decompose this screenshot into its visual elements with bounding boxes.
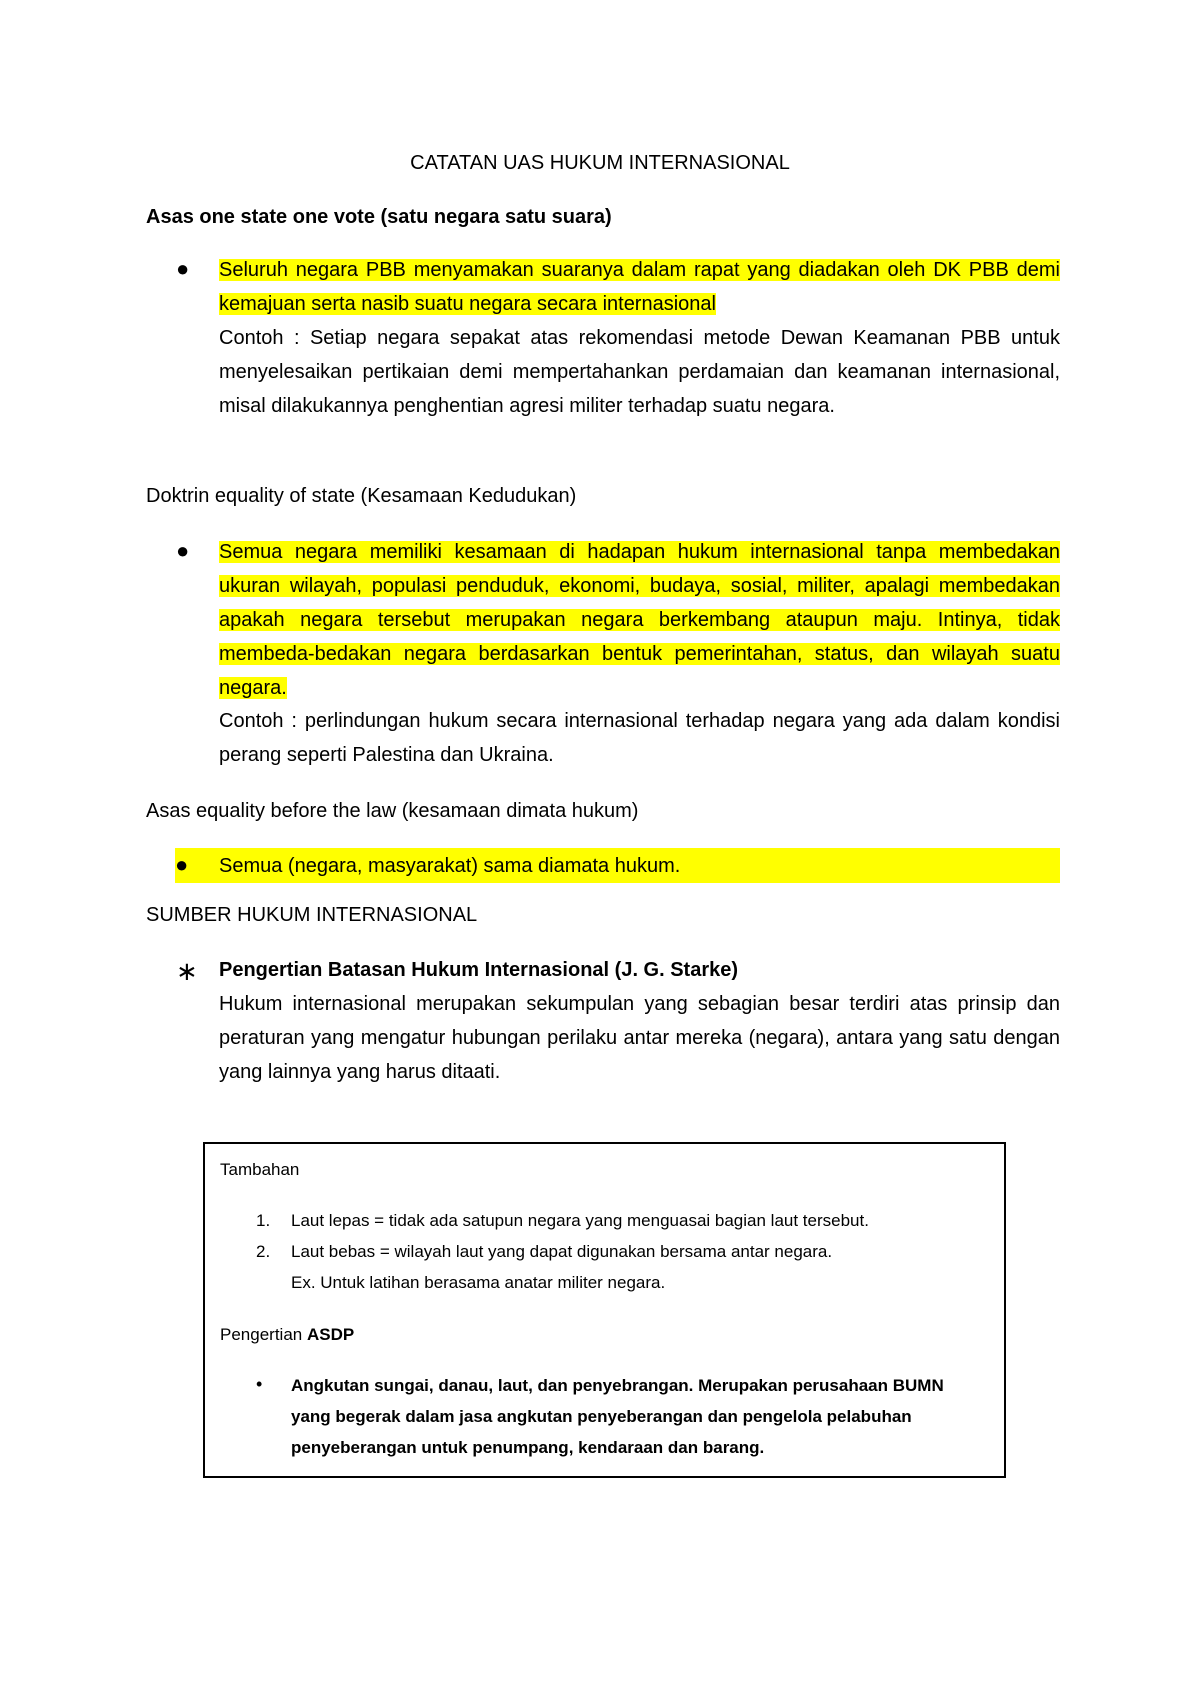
item-body-starke: Hukum internasional merupakan sekumpulan yang sebagian besar terdiri atas prinsip dan peraturan yang mengatur hubungan perilaku antar mereka (negara), antara yang satu dengan yang lainnya yang harus ditaati.: [219, 993, 1060, 1083]
list-item-laut-bebas: Laut bebas = wilayah laut yang dapat digunakan bersama antar negara.: [291, 1242, 833, 1261]
asdp-heading: [220, 1319, 354, 1350]
heading-equality-of-state: Doktrin equality of state (Kesamaan Kedudukan): [146, 485, 577, 507]
highlighted-text: Seluruh negara PBB menyamakan suaranya dalam rapat yang diadakan oleh DK PBB demi kemajuan serta nasib suatu negara secara internasional: [219, 259, 1060, 315]
heading-equality-before-law: Asas equality before the law (kesamaan dimata hukum): [146, 800, 639, 822]
additional-notes-box: [203, 1142, 1006, 1478]
list-item-laut-lepas: Laut lepas = tidak ada satupun negara yang menguasai bagian laut tersebut.: [291, 1211, 869, 1230]
heading-sumber-hukum: SUMBER HUKUM INTERNASIONAL: [146, 904, 478, 926]
list-number: 1.: [256, 1211, 271, 1230]
highlighted-text: Semua negara memiliki kesamaan di hadapan hukum internasional tanpa membedakan ukuran wilayah, populasi penduduk, ekonomi, budaya, sosial, militer, apalagi membedakan apakah negara tersebut merupakan negara berkembang ataupun maju. Intinya, tidak membeda-bedakan negara berdasarkan bentuk pemerintahan, status, dan wilayah suatu negara.: [219, 541, 1060, 699]
bullet-dot: ●: [176, 538, 190, 563]
asdp-definition: Angkutan sungai, danau, laut, dan penyebrangan. Merupakan perusahaan BUMN yang begerak dalam jasa angkutan penyeberangan dan pengelola pelabuhan penyeberangan untuk penumpang, kendaraan dan barang.: [291, 1376, 944, 1457]
highlighted-line: Semua (negara, masyarakat) sama diamata hukum.: [219, 855, 681, 877]
list-item-example: Ex. Untuk latihan berasama anatar militer negara.: [291, 1273, 666, 1292]
asdp-bold: ASDP: [306, 1325, 355, 1344]
bullet-dot: •: [256, 1374, 263, 1394]
highlighted-text: [175, 848, 1060, 883]
example-equality-of-state: Contoh : perlindungan hukum secara internasional terhadap negara yang ada dalam kondisi perang seperti Palestina dan Ukraina.: [219, 710, 1060, 766]
item-title-starke: Pengertian Batasan Hukum Internasional (J. G. Starke): [219, 959, 739, 981]
list-number: 2.: [256, 1242, 271, 1261]
example-one-vote: Contoh : Setiap negara sepakat atas rekomendasi metode Dewan Keamanan PBB untuk menyelesaikan pertikaian demi mempertahankan perdamaian dan keamanan internasional, misal dilakukannya penghentian agresi militer terhadap suatu negara.: [219, 327, 1060, 417]
bullet-text-equality-before-law: [175, 848, 1060, 883]
document-title: CATATAN UAS HUKUM INTERNASIONAL: [410, 152, 790, 174]
bullet-text-one-vote: [219, 253, 1060, 321]
bullet-dot: ●: [176, 256, 190, 281]
box-heading: Tambahan: [220, 1160, 300, 1179]
heading-one-state-one-vote: Asas one state one vote (satu negara satu suara): [146, 206, 612, 228]
bullet-text-equality-of-state: [219, 535, 1060, 705]
bullet-dot: ●: [175, 852, 189, 877]
asdp-prefix: Pengertian: [220, 1325, 307, 1344]
asterisk-bullet-icon: ∗: [176, 956, 198, 986]
